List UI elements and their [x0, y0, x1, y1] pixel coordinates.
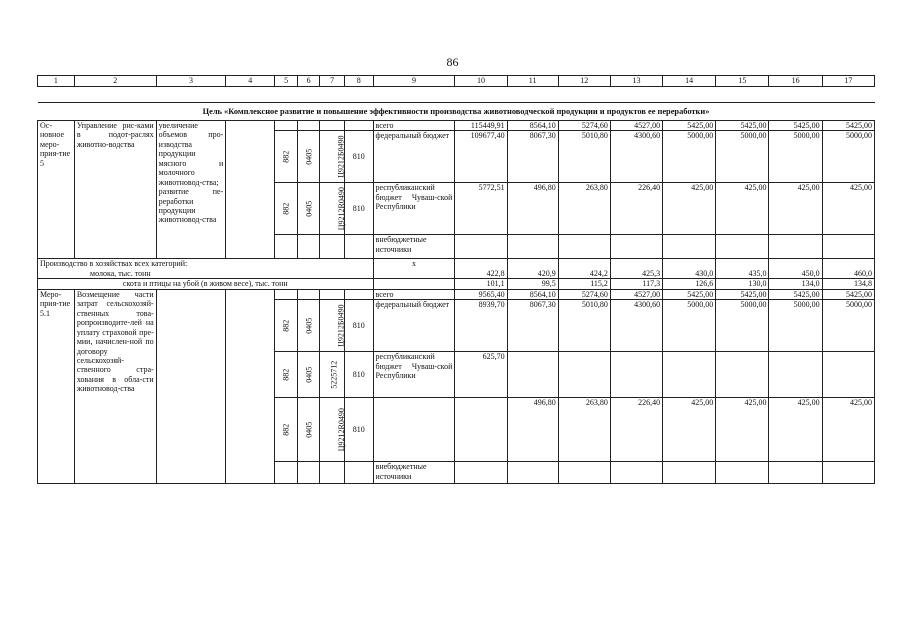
value-cell: 5000,00 [822, 300, 874, 352]
value-cell [716, 235, 769, 259]
value-cell [610, 352, 662, 398]
value-cell: 425,00 [769, 183, 822, 235]
code-section [297, 300, 320, 352]
value-cell: 425,00 [663, 398, 716, 462]
code-section [297, 398, 320, 462]
code-target: Ц9212R0490 [337, 408, 347, 452]
value-cell: 5425,00 [769, 289, 822, 299]
value-cell [507, 235, 558, 259]
code-type: 810 [344, 300, 373, 352]
value-cell: 115,2 [558, 279, 610, 289]
value-cell: 126,6 [663, 279, 716, 289]
value-cell [822, 259, 874, 269]
value-cell [455, 398, 507, 462]
value-cell: 8939,70 [455, 300, 507, 352]
table-row [38, 269, 875, 279]
value-cell: 5000,00 [716, 131, 769, 183]
event-label: Ос-новное меро-прия-тие 5 [38, 121, 75, 259]
value-cell: 134,8 [822, 279, 874, 289]
column-number: 14 [663, 76, 716, 87]
code-cell [320, 121, 345, 131]
code-cell [297, 121, 320, 131]
value-cell: 8067,30 [507, 131, 558, 183]
value-cell: 5000,00 [822, 131, 874, 183]
column-number: 9 [373, 76, 455, 87]
value-cell: 115449,91 [455, 121, 507, 131]
value-cell: 460,0 [822, 269, 874, 279]
code-cell [297, 235, 320, 259]
table-row [38, 121, 875, 131]
value-cell [610, 259, 662, 269]
column-number: 3 [156, 76, 226, 87]
code-section [297, 352, 320, 398]
indicator-blank [373, 269, 455, 279]
value-cell [769, 462, 822, 484]
value-cell: 425,00 [716, 183, 769, 235]
code-type: 810 [344, 183, 373, 235]
value-cell: 496,80 [507, 398, 558, 462]
value-cell: 5425,00 [716, 121, 769, 131]
value-cell: 5425,00 [769, 121, 822, 131]
funding-source: республиканский бюджет Чуваш-ской Республики [373, 183, 455, 235]
value-cell [663, 462, 716, 484]
code-target [320, 352, 345, 398]
funding-source: всего [373, 289, 455, 299]
value-cell: 226,40 [610, 398, 662, 462]
value-cell: 5000,00 [769, 131, 822, 183]
value-cell: 5000,00 [769, 300, 822, 352]
value-cell: 450,0 [769, 269, 822, 279]
code-section: 0405 [303, 366, 313, 383]
column-number: 16 [769, 76, 822, 87]
spacer [38, 87, 875, 103]
value-cell: 8067,30 [507, 300, 558, 352]
code-section: 0405 [303, 317, 313, 334]
code-gрbs [275, 300, 298, 352]
value-cell [558, 259, 610, 269]
code-cell [344, 235, 373, 259]
code-type: 810 [344, 131, 373, 183]
column-number: 5 [275, 76, 298, 87]
value-cell: 5010,80 [558, 131, 610, 183]
event-name: Возмещение части затрат сельскохозяй-ственных това-ропроизводите-лей на уплату страховой пре-мии, начислен-ной по договору сельскохозяй-ственного стра-хования в обла-сти животновод-ства [74, 289, 156, 483]
expected-result: увеличение объемов про-изводства продукции мясного и молочного животновод-ства; развитие пе-реработки продукции животновод-ства [156, 121, 226, 259]
column-number: 15 [716, 76, 769, 87]
value-cell: 134,0 [769, 279, 822, 289]
code-cell [344, 121, 373, 131]
value-cell: 625,70 [455, 352, 507, 398]
value-cell: 8564,10 [507, 289, 558, 299]
value-cell: 109677,40 [455, 131, 507, 183]
responsible: Управление рис-ками в подот-раслях животно-водства [74, 121, 156, 259]
code-gрbs [275, 352, 298, 398]
code-grbs: 882 [281, 150, 291, 163]
column-number: 10 [455, 76, 507, 87]
page-number: 86 [446, 55, 459, 69]
value-cell [610, 462, 662, 484]
column-number: 17 [822, 76, 874, 87]
value-cell [663, 352, 716, 398]
code-grbs: 882 [281, 423, 291, 436]
value-cell: 5010,80 [558, 300, 610, 352]
value-cell [507, 259, 558, 269]
value-cell [769, 235, 822, 259]
value-cell [507, 352, 558, 398]
code-section: 0405 [303, 200, 313, 217]
column-number: 13 [610, 76, 662, 87]
value-cell [822, 352, 874, 398]
column-number: 12 [558, 76, 610, 87]
value-cell: 425,00 [663, 183, 716, 235]
value-cell: 425,00 [769, 398, 822, 462]
funding-source [373, 398, 455, 462]
value-cell [769, 259, 822, 269]
indicator-milk: молока, тыс. тонн [38, 269, 374, 279]
goal-title: Цель «Комплексное развитие и повышение эффективности производства животноводческой продукции и продуктов ее переработки» [38, 103, 875, 121]
column-number: 7 [320, 76, 345, 87]
indicator-heading: Производство в хозяйствах всех категорий: [38, 259, 374, 269]
code-cell [344, 462, 373, 484]
code-target: Ц9212Б0490 [336, 135, 346, 179]
value-cell: 430,0 [663, 269, 716, 279]
value-cell [455, 259, 507, 269]
value-cell: 435,0 [716, 269, 769, 279]
code-target [320, 300, 345, 352]
table-row [38, 87, 875, 103]
table-row [38, 103, 875, 121]
column-number: 1 [38, 76, 75, 87]
code-cell [320, 289, 345, 299]
code-grbs: 882 [281, 202, 291, 215]
value-cell: 5425,00 [663, 289, 716, 299]
value-cell [558, 235, 610, 259]
funding-source: внебюджетные источники [373, 235, 455, 259]
value-cell: 422,8 [455, 269, 507, 279]
value-cell: 5425,00 [716, 289, 769, 299]
code-target [320, 183, 345, 235]
code-target: 5225712 [329, 360, 339, 389]
value-cell: 99,5 [507, 279, 558, 289]
value-cell: 226,40 [610, 183, 662, 235]
value-cell: 4300,60 [610, 300, 662, 352]
table-row [38, 76, 875, 87]
table-row [38, 279, 875, 289]
table-row [38, 289, 875, 299]
code-cell [275, 462, 298, 484]
indicator-meat: скота и птицы на убой (в живом весе), тыс. тонн [38, 279, 374, 289]
funding-source: федеральный бюджет [373, 131, 455, 183]
code-target [320, 131, 345, 183]
value-cell: 130,0 [716, 279, 769, 289]
program-table [37, 75, 875, 484]
column-number: 4 [226, 76, 275, 87]
value-cell: 420,9 [507, 269, 558, 279]
code-type: 810 [344, 352, 373, 398]
value-cell [663, 259, 716, 269]
column-number: 2 [74, 76, 156, 87]
code-target: Ц9212R0490 [337, 187, 347, 231]
value-cell: 5274,60 [558, 289, 610, 299]
value-cell: 5425,00 [822, 289, 874, 299]
code-gрbs [275, 398, 298, 462]
value-cell: 5000,00 [716, 300, 769, 352]
code-section [297, 183, 320, 235]
code-cell [297, 462, 320, 484]
code-cell [344, 289, 373, 299]
value-cell: 496,80 [507, 183, 558, 235]
value-cell: 5274,60 [558, 121, 610, 131]
funding-source: внебюджетные источники [373, 462, 455, 484]
value-cell [558, 462, 610, 484]
value-cell [716, 259, 769, 269]
code-cell [275, 289, 298, 299]
column-number: 6 [297, 76, 320, 87]
code-target [320, 398, 345, 462]
funding-source: республиканский бюджет Чуваш-ской Республики [373, 352, 455, 398]
value-cell: 4527,00 [610, 289, 662, 299]
value-cell: 425,3 [610, 269, 662, 279]
indicator-blank [373, 279, 455, 289]
value-cell [716, 352, 769, 398]
value-cell [822, 235, 874, 259]
value-cell [610, 235, 662, 259]
column-number: 8 [344, 76, 373, 87]
expected-result [156, 289, 226, 483]
code-section: 0405 [303, 148, 313, 165]
code-section [297, 131, 320, 183]
code-gрbs [275, 131, 298, 183]
value-cell: 5000,00 [663, 300, 716, 352]
value-cell: 4527,00 [610, 121, 662, 131]
value-cell: 5000,00 [663, 131, 716, 183]
code-cell [320, 235, 345, 259]
value-cell: 424,2 [558, 269, 610, 279]
value-cell: 425,00 [822, 183, 874, 235]
indicator-x: x [373, 259, 455, 269]
value-cell: 9565,40 [455, 289, 507, 299]
code-cell [320, 462, 345, 484]
table-row [38, 259, 875, 269]
value-cell [663, 235, 716, 259]
code-cell [275, 121, 298, 131]
code-gрbs [275, 183, 298, 235]
blank-col-4 [226, 289, 275, 483]
code-section: 0405 [303, 421, 313, 438]
code-cell [297, 289, 320, 299]
value-cell: 101,1 [455, 279, 507, 289]
value-cell: 5772,51 [455, 183, 507, 235]
blank-col-4 [226, 121, 275, 259]
funding-source: всего [373, 121, 455, 131]
value-cell [455, 235, 507, 259]
value-cell [455, 462, 507, 484]
code-grbs: 882 [281, 368, 291, 381]
funding-source: федеральный бюджет [373, 300, 455, 352]
value-cell: 8564,10 [507, 121, 558, 131]
value-cell: 5425,00 [822, 121, 874, 131]
code-type: 810 [344, 398, 373, 462]
value-cell: 117,3 [610, 279, 662, 289]
value-cell [507, 462, 558, 484]
event-label: Меро-прия-тие 5.1 [38, 289, 75, 483]
value-cell: 425,00 [716, 398, 769, 462]
code-target: Ц9212Б0490 [336, 304, 346, 347]
code-cell [275, 235, 298, 259]
value-cell: 4300,60 [610, 131, 662, 183]
value-cell [558, 352, 610, 398]
value-cell [716, 462, 769, 484]
value-cell: 5425,00 [663, 121, 716, 131]
code-grbs: 882 [281, 319, 291, 332]
value-cell [822, 462, 874, 484]
value-cell: 425,00 [822, 398, 874, 462]
value-cell [769, 352, 822, 398]
column-number: 11 [507, 76, 558, 87]
value-cell: 263,80 [558, 183, 610, 235]
value-cell: 263,80 [558, 398, 610, 462]
